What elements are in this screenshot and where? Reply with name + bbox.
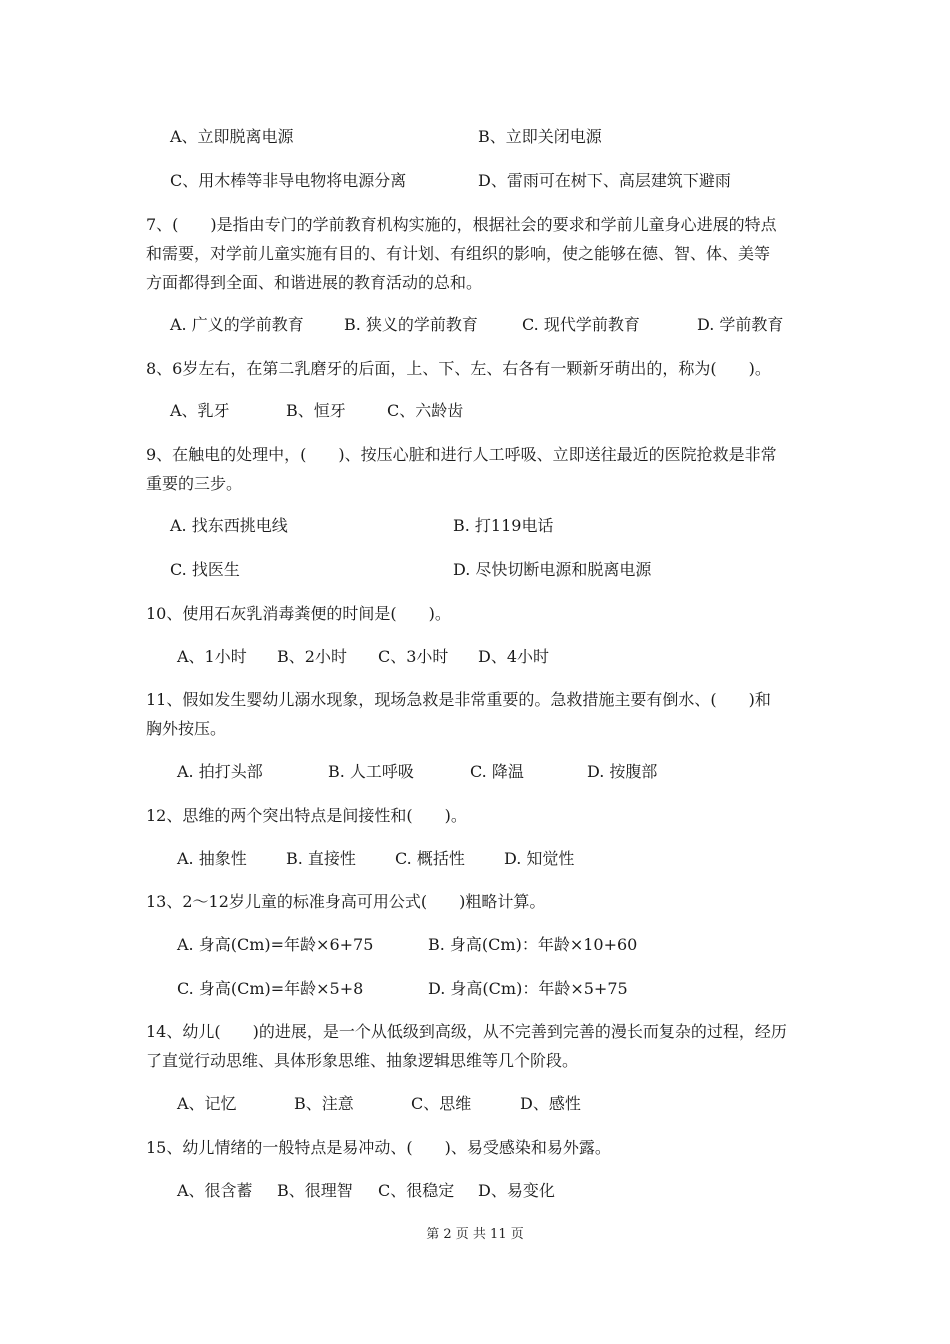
question-11-option-a: A. 拍打头部 — [177, 762, 263, 781]
question-13-option-a: A. 身高(Cm)=年龄×6+75 — [177, 935, 374, 954]
question-15-option-c: C、很稳定 — [378, 1181, 455, 1200]
question-9-line-2: 重要的三步。 — [146, 474, 243, 493]
question-10-option-a: A、1小时 — [177, 647, 247, 666]
question-9-line-1: 9、在触电的处理中，( )、按压心脏和进行人工呼吸、立即送往最近的医院抢救是非常 — [146, 445, 777, 464]
question-14-option-b: B、注意 — [294, 1094, 354, 1113]
question-10-option-c: C、3小时 — [378, 647, 449, 666]
option-b: B、立即关闭电源 — [478, 127, 602, 146]
question-12-line-1: 12、思维的两个突出特点是间接性和( )。 — [146, 806, 467, 825]
question-9-option-a: A. 找东西挑电线 — [170, 516, 288, 535]
question-15-line-1: 15、幼儿情绪的一般特点是易冲动、( )、易受感染和易外露。 — [146, 1138, 611, 1157]
question-7-option-c: C. 现代学前教育 — [522, 315, 640, 334]
question-14-line-2: 了直觉行动思维、具体形象思维、抽象逻辑思维等几个阶段。 — [146, 1051, 579, 1070]
question-7-option-b: B. 狭义的学前教育 — [344, 315, 478, 334]
question-11-option-c: C. 降温 — [470, 762, 524, 781]
option-c: C、用木棒等非导电物将电源分离 — [170, 171, 407, 190]
question-11-option-b: B. 人工呼吸 — [328, 762, 414, 781]
question-13-option-c: C. 身高(Cm)=年龄×5+8 — [177, 979, 364, 998]
question-12-option-b: B. 直接性 — [286, 849, 356, 868]
question-13-option-d: D. 身高(Cm)：年龄×5+75 — [428, 979, 628, 998]
question-14-option-c: C、思维 — [411, 1094, 472, 1113]
question-8-option-b: B、恒牙 — [286, 401, 346, 420]
question-8-option-c: C、六龄齿 — [387, 401, 464, 420]
question-10-option-d: D、4小时 — [478, 647, 550, 666]
question-12-option-d: D. 知觉性 — [504, 849, 575, 868]
question-12-option-c: C. 概括性 — [395, 849, 465, 868]
question-9-option-b: B. 打119电话 — [453, 516, 554, 535]
question-10-option-b: B、2小时 — [277, 647, 347, 666]
question-14-option-d: D、感性 — [520, 1094, 581, 1113]
question-11-option-d: D. 按腹部 — [587, 762, 658, 781]
option-d: D、雷雨可在树下、高层建筑下避雨 — [478, 171, 731, 190]
question-8-line-1: 8、6岁左右，在第二乳磨牙的后面，上、下、左、右各有一颗新牙萌出的，称为( )。 — [146, 359, 771, 378]
question-7-line-3: 方面都得到全面、和谐进展的教育活动的总和。 — [146, 273, 483, 292]
question-8-option-a: A、乳牙 — [170, 401, 230, 420]
question-15-option-d: D、易变化 — [478, 1181, 555, 1200]
question-12-option-a: A. 抽象性 — [177, 849, 247, 868]
question-10-line-1: 10、使用石灰乳消毒粪便的时间是( )。 — [146, 604, 451, 623]
question-15-option-a: A、很含蓄 — [177, 1181, 253, 1200]
question-13-line-1: 13、2～12岁儿童的标准身高可用公式( )粗略计算。 — [146, 892, 546, 911]
option-a: A、立即脱离电源 — [170, 127, 294, 146]
question-9-option-d: D. 尽快切断电源和脱离电源 — [453, 560, 652, 579]
question-14-line-1: 14、幼儿( )的进展，是一个从低级到高级，从不完善到完善的漫长而复杂的过程，经历 — [146, 1022, 787, 1041]
question-15-option-b: B、很理智 — [277, 1181, 353, 1200]
question-7-line-2: 和需要，对学前儿童实施有目的、有计划、有组织的影响，使之能够在德、智、体、美等 — [146, 244, 771, 263]
question-9-option-c: C. 找医生 — [170, 560, 240, 579]
question-7-option-a: A. 广义的学前教育 — [170, 315, 304, 334]
question-11-line-2: 胸外按压。 — [146, 719, 227, 738]
question-7-line-1: 7、( )是指由专门的学前教育机构实施的，根据社会的要求和学前儿童身心进展的特点 — [146, 215, 777, 234]
question-13-option-b: B. 身高(Cm)：年龄×10+60 — [428, 935, 638, 954]
question-11-line-1: 11、假如发生婴幼儿溺水现象，现场急救是非常重要的。急救措施主要有倒水、( )和 — [146, 690, 771, 709]
question-7-option-d: D. 学前教育 — [697, 315, 784, 334]
question-14-option-a: A、记忆 — [177, 1094, 237, 1113]
page-number-footer: 第 2 页 共 11 页 — [426, 1227, 524, 1242]
